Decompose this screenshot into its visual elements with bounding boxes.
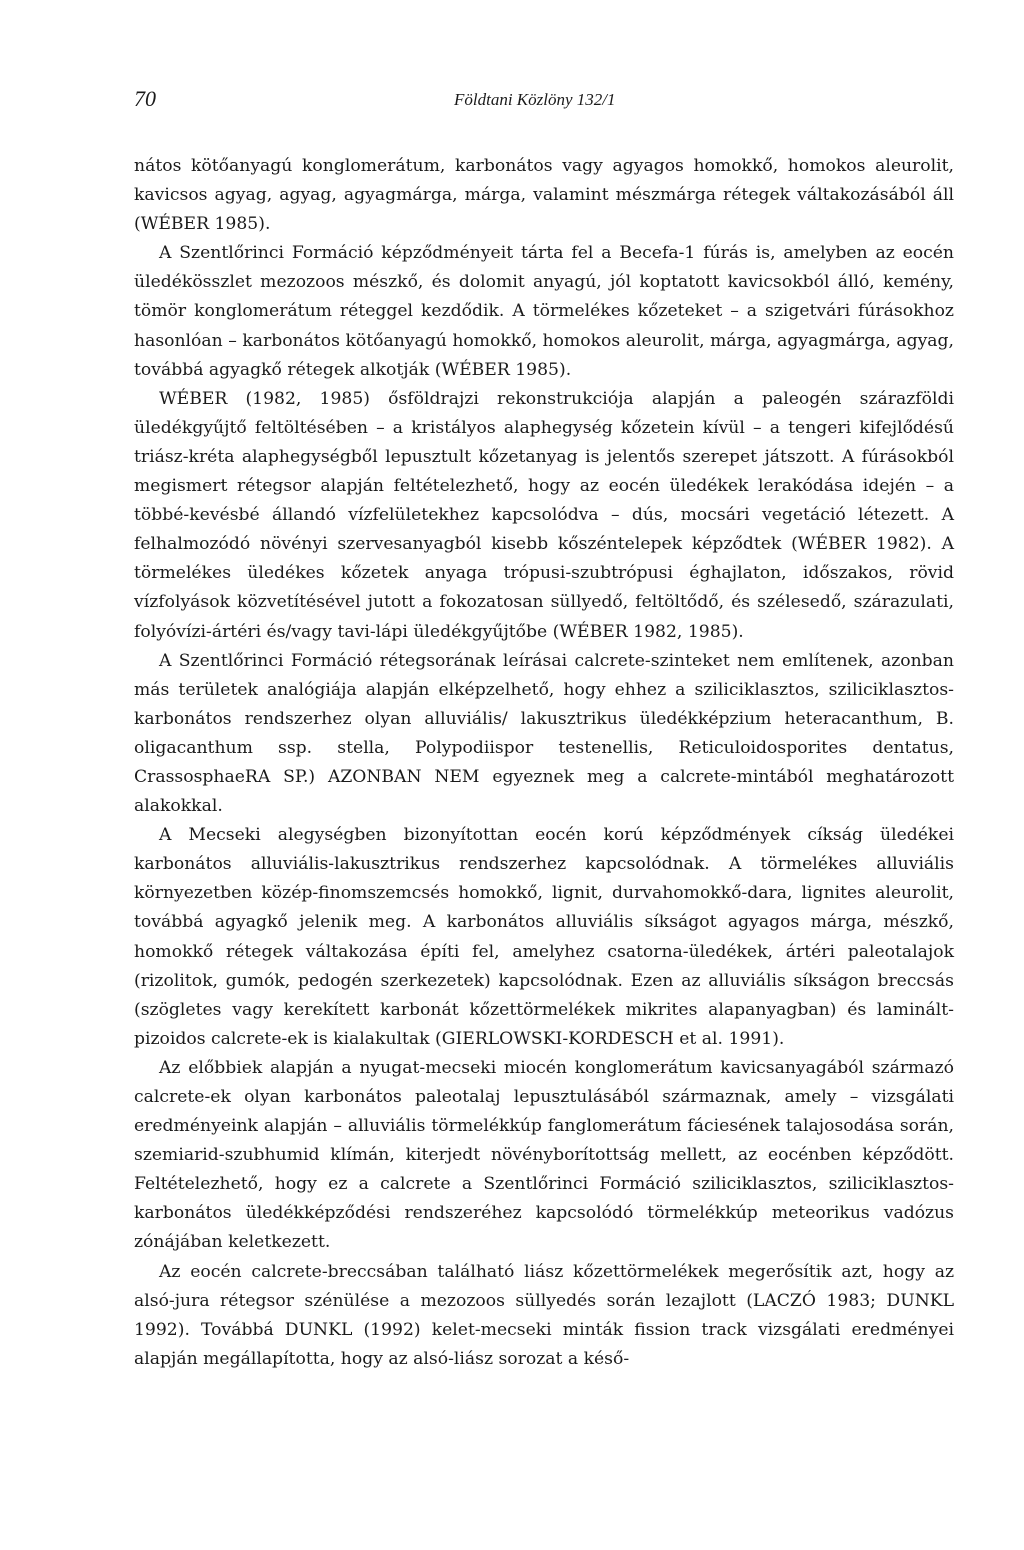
- journal-title: Földtani Közlöny 132/1: [454, 90, 616, 109]
- paragraph: Az eocén calcrete-breccsában található liász kőzettörmelékek megerősítik azt, hogy az alsó-jura rétegsor szénülése a mezozoos süllyedés során lezajlott (LACZÓ 1983; DUNKL 1992). Továbbá DUNKL (1992) kelet-mecseki minták fission track vizsgálati eredményei alapján megállapította, hogy az alsó-liász sorozat a késő-: [134, 1261, 954, 1369]
- body-text: [134, 152, 954, 1374]
- paragraph: A Szentlőrinci Formáció képződményeit tárta fel a Becefa-1 fúrás is, amelyben az eocén üledékösszlet mezozoos mészkő, és dolomit anyagú, jól koptatott kavicsokból álló, kemény, tömör konglomerátum réteggel kezdődik. A törmelékes kőzeteket – a szigetvári fúrásokhoz hasonlóan – karbonátos kötőanyagú homokkő, homokos aleurolit, márga, agyagmárga, agyag, továbbá agyagkő rétegek alkotják (WÉBER 1985).: [134, 243, 954, 380]
- page-number: 70: [134, 86, 156, 111]
- paragraph: A Szentlőrinci Formáció rétegsorának leírásai calcrete-szinteket nem említenek, azonban más területek analógiája alapján elképzelhető, hogy ehhez a sziliciklasztos, sziliciklasztos-karbonátos rendszerhez olyan alluviális/ lakusztrikus üledékképzium heteracanthum, B. oligacanthum ssp. stella, Polypodiispor testenellis, Reticuloidosporites dentatus, CrassosphaeRA SP.) AZONBAN NEM egyeznek meg a calcrete-mintából meghatározott alakokkal.: [134, 650, 954, 817]
- paragraph: Az előbbiek alapján a nyugat-mecseki miocén konglomerátum kavicsanyagából származó calcrete-ek olyan karbonátos paleotalaj lepusztulásából származnak, amely – vizsgálati eredményeink alapján – alluviális törmelékkúp fanglomerátum fáciesének talajosodása során, szemiarid-szubhumid klímán, kiterjedt növényborítottság mellett, az eocénben képződött. Feltételezhető, hogy ez a calcrete a Szentlőrinci Formáció sziliciklasztos, sziliciklasztos-karbonátos üledékképződési rendszeréhez kapcsolódó törmelékkúp meteorikus vadózus zónájában keletkezett.: [134, 1057, 954, 1253]
- running-head: [134, 86, 888, 116]
- paragraph: A Mecseki alegységben bizonyítottan eocén korú képződmények cíkság üledékei karbonátos alluviális-lakusztrikus rendszerhez kapcsolódnak. A törmelékes alluviális környezetben közép-finomszemcsés homokkő, lignit, durvahomokkő-dara, lignites aleurolit, továbbá agyagkő jelenik meg. A karbonátos alluviális síkságot agyagos márga, mészkő, homokkő rétegek váltakozása építi fel, amelyhez csatorna-üledékek, ártéri paleotalajok (rizolitok, gumók, pedogén szerkezetek) kapcsolódnak. Ezen az alluviális síkságon breccsás (szögletes vagy kerekített karbonát kőzettörmelékek mikrites alapanyagban) és laminált-pizoidos calcrete-ek is kialakultak (GIERLOWSKI-KORDESCH et al. 1991).: [134, 825, 954, 1049]
- paragraph: nátos kötőanyagú konglomerátum, karbonátos vagy agyagos homokkő, homokos aleurolit, kavicsos agyag, agyag, agyagmárga, márga, valamint mészmárga rétegek váltakozásából áll (WÉBER 1985).: [134, 156, 954, 235]
- paragraph: WÉBER (1982, 1985) ősföldrajzi rekonstrukciója alapján a paleogén szárazföldi üledékgyűjtő feltöltésében – a kristályos alaphegység kőzetein kívül – a tengeri kifejlődésű triász-kréta alaphegységből lepusztult kőzetanyag is jelentős szerepet játszott. A fúrásokból megismert rétegsor alapján feltételezhető, hogy az eocén üledékek lerakódása idején – a többé-kevésbé állandó vízfelületekhez kapcsolódva – dús, mocsári vegetáció létezett. A felhalmozódó növényi szervesanyagból kisebb kőszéntelepek képződtek (WÉBER 1982). A törmelékes üledékes kőzetek anyaga trópusi-szubtrópusi éghajlaton, időszakos, rövid vízfolyások közvetítésével jutott a fokozatosan süllyedő, feltöltődő, és szélesedő, szárazulati, folyóvízi-ártéri és/vagy tavi-lápi üledékgyűjtőbe (WÉBER 1982, 1985).: [134, 388, 954, 642]
